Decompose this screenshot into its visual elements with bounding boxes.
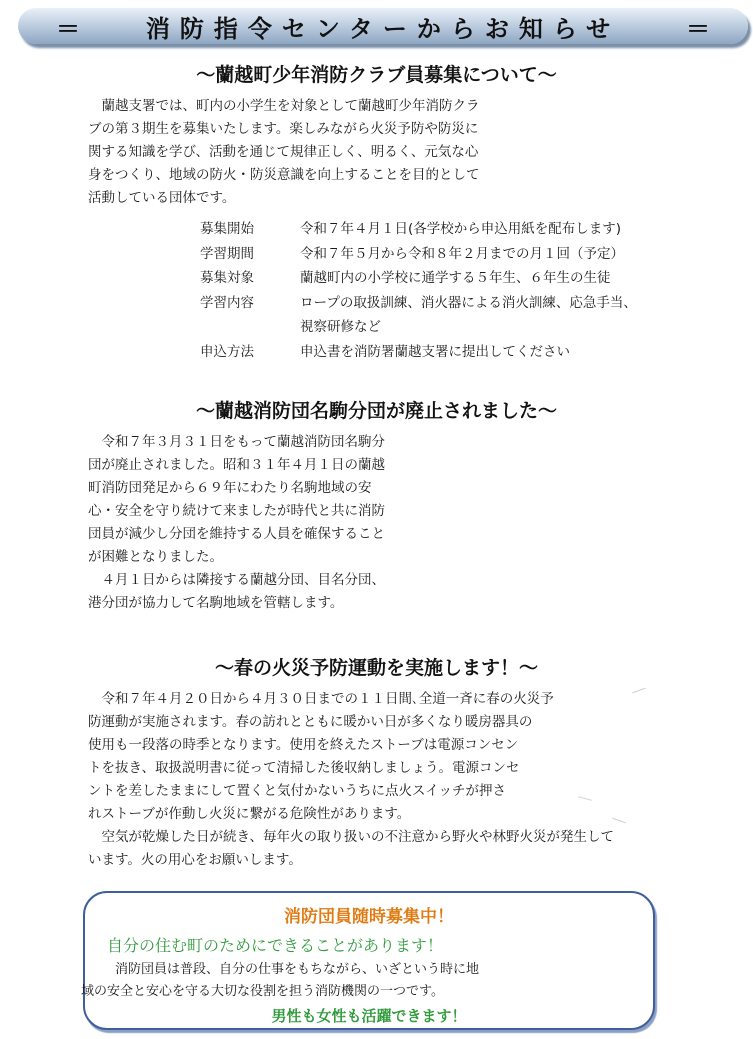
detail-value: 令和７年４月１日(各学校から申込用紙を配布します) <box>300 221 622 237</box>
section2-line: ４月１日からは隣接する蘭越分団、目名分団、 <box>101 572 385 588</box>
detail-label <box>200 315 300 340</box>
section2-line: 団員が減少し分団を維持する人員を確保すること <box>88 526 385 542</box>
detail-row <box>200 217 720 242</box>
detail-row <box>200 291 720 316</box>
section3-line: れストーブが作動し火災に繋がる危険性があります。 <box>88 806 411 822</box>
recruitment-details <box>200 217 720 364</box>
section3-line: 防運動が実施されます。春の訪れとともに暖かい日が多くなり暖房器具の <box>88 714 533 730</box>
section1-line: 蘭越支署では、町内の小学生を対象として蘭越町少年消防クラ <box>101 98 480 114</box>
section2-heading: ～蘭越消防団名駒分団が廃止されました～ <box>195 400 557 422</box>
section1-line: 身をつくり、地域の防火・防災意識を向上することを目的として <box>88 167 480 183</box>
detail-value: 令和７年５月から令和８年２月までの月１回（予定） <box>300 245 624 262</box>
banner-title: 消防指令センターからお知らせ <box>145 14 621 43</box>
section3-body <box>88 688 678 872</box>
section1-body <box>88 95 528 210</box>
section3-line: ントを差したままにして置くと気付かないうちに点火スイッチが押さ <box>88 783 506 799</box>
section3-line: トを抜き、取扱説明書に従って清掃した後収納しましょう。電源コンセ <box>88 760 520 776</box>
section2-line: 令和７年３月３１日をもって蘭越消防団名駒分 <box>101 434 385 450</box>
detail-value: 視察研修など <box>300 319 381 335</box>
detail-value: 蘭越町内の小学校に通学する５年生、６年生の生徒 <box>300 270 611 286</box>
section2-line: 心・安全を守り続けて来ましたが時代と共に消防 <box>88 503 385 519</box>
banner-right-mark: ＝ <box>686 14 710 43</box>
section3-line: 使用も一段落の時季となります。使用を終えたストーブは電源コンセン <box>88 737 519 753</box>
detail-row <box>200 315 720 340</box>
notice-subtitle: 自分の住む町のためにできることがあります！ <box>107 936 444 955</box>
detail-row <box>200 242 720 267</box>
section1-line: 関する知識を学び、活動を通じて規律正しく、明るく、元気な心 <box>88 144 479 160</box>
section3-line: 令和７年４月２０日から４月３０日までの１１日間､全道一斉に春の火災予 <box>101 691 554 707</box>
section2-line: 港分団が協力して名駒地域を管轄します。 <box>88 595 344 611</box>
detail-label: 学習内容 <box>200 294 254 311</box>
section2-line: が困難となりました。 <box>88 549 223 565</box>
notice-line: 消防団員は普段、自分の仕事をもちながら、いざという時に地 <box>115 962 480 977</box>
section1-line: ブの第３期生を募集いたします。楽しみながら火災予防や防災に <box>88 121 479 137</box>
section1-heading: ～蘭越町少年消防クラブ員募集について～ <box>196 64 557 86</box>
section2-line: 団が廃止されました。昭和３１年４月１日の蘭越 <box>88 457 385 473</box>
banner-left-mark: ＝ <box>56 14 80 43</box>
detail-label: 募集対象 <box>200 270 254 286</box>
recruitment-notice-box <box>83 891 655 1030</box>
notice-footer: 男性も女性も活躍できます！ <box>271 1007 467 1025</box>
detail-row <box>200 340 720 365</box>
section3-line: います。火の用心をお願いします。 <box>88 852 302 868</box>
detail-value: ロープの取扱訓練、消火器による消火訓練、応急手当、 <box>300 294 637 311</box>
detail-row <box>200 266 720 291</box>
section2-line: 町消防団発足から６９年にわたり名駒地域の安 <box>88 480 372 496</box>
notice-line: 域の安全と安心を守る大切な役割を担う消防機関の一つです。 <box>81 984 444 999</box>
notice-body <box>81 959 653 1003</box>
section3-line: 空気が乾燥した日が続き、毎年火の取り扱いの不注意から野火や林野火災が発生して <box>101 829 614 845</box>
section3-heading: ～春の火災予防運動を実施します！～ <box>214 657 538 679</box>
detail-label: 募集開始 <box>200 221 254 237</box>
notice-title: 消防団員随時募集中！ <box>284 907 454 927</box>
detail-label: 学習期間 <box>200 245 254 262</box>
detail-value: 申込書を消防署蘭越支署に提出してください <box>300 343 570 360</box>
header-banner <box>18 8 748 44</box>
section2-body <box>88 431 428 615</box>
section1-line: 活動している団体です。 <box>88 190 236 206</box>
detail-label: 申込方法 <box>200 343 254 360</box>
